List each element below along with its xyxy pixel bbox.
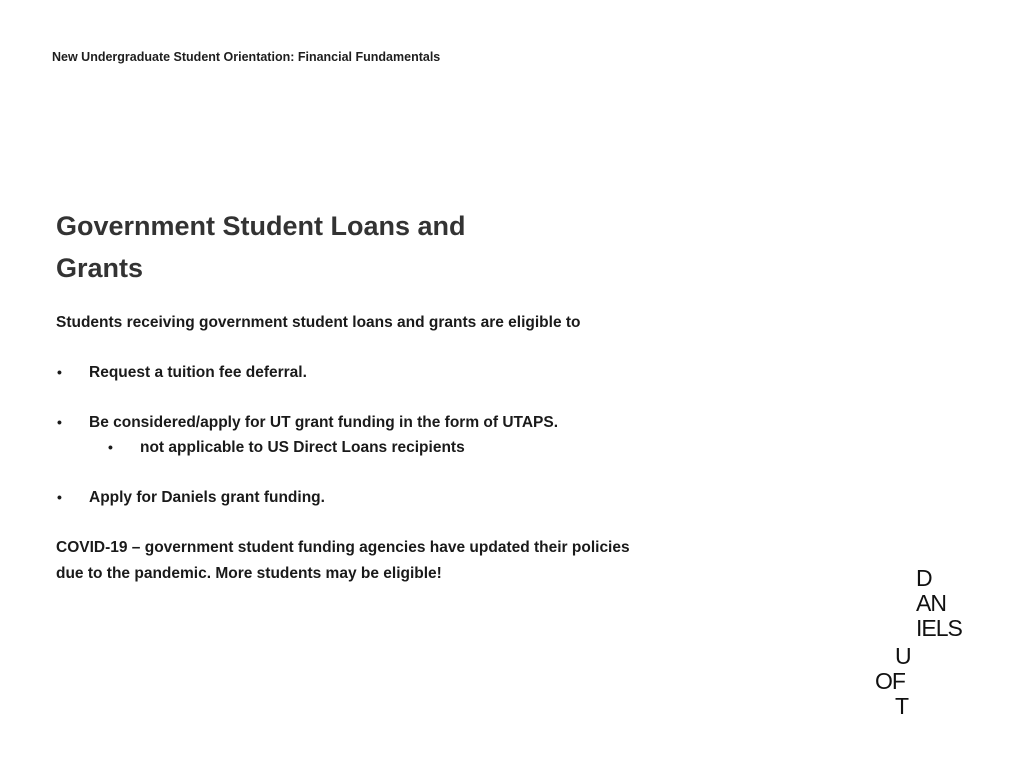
- logo-line: IELS: [916, 615, 962, 641]
- bullet-icon: •: [57, 489, 62, 505]
- spacer: [56, 385, 736, 410]
- bullet-icon: •: [108, 439, 113, 455]
- heading-line-2: Grants: [56, 253, 144, 283]
- bullet-item: [56, 360, 736, 385]
- sub-bullet-item: [56, 435, 736, 460]
- spacer: [56, 510, 736, 535]
- spacer: [56, 335, 736, 360]
- bullet-item: [56, 485, 736, 510]
- sub-bullet-text: not applicable to US Direct Loans recipients: [140, 439, 465, 456]
- bullet-icon: •: [57, 414, 62, 430]
- slide-body: [56, 310, 736, 587]
- logo-line: T: [895, 693, 909, 719]
- note-line-1: COVID-19 – government student funding agencies have updated their policies: [56, 539, 630, 556]
- covid-note: [56, 535, 716, 587]
- logo-line: D: [916, 565, 932, 591]
- intro-text: Students receiving government student loans and grants are eligible to: [56, 314, 581, 331]
- slide-heading: [56, 205, 576, 289]
- heading-line-1: Government Student Loans and: [56, 211, 466, 241]
- bullet-text: Apply for Daniels grant funding.: [89, 489, 325, 506]
- logo-line: U: [895, 643, 911, 669]
- logo-line: OF: [875, 668, 905, 694]
- bullet-text: Be considered/apply for UT grant funding in the form of UTAPS.: [89, 414, 559, 431]
- presentation-title: New Undergraduate Student Orientation: Financial Fundamentals: [52, 50, 441, 64]
- spacer: [56, 460, 736, 485]
- bullet-item: [56, 410, 736, 435]
- daniels-logo: [870, 566, 980, 726]
- bullet-text: Request a tuition fee deferral.: [89, 364, 307, 381]
- note-line-2: due to the pandemic. More students may be eligible!: [56, 565, 442, 582]
- bullet-icon: •: [57, 364, 62, 380]
- logo-line: AN: [916, 590, 946, 616]
